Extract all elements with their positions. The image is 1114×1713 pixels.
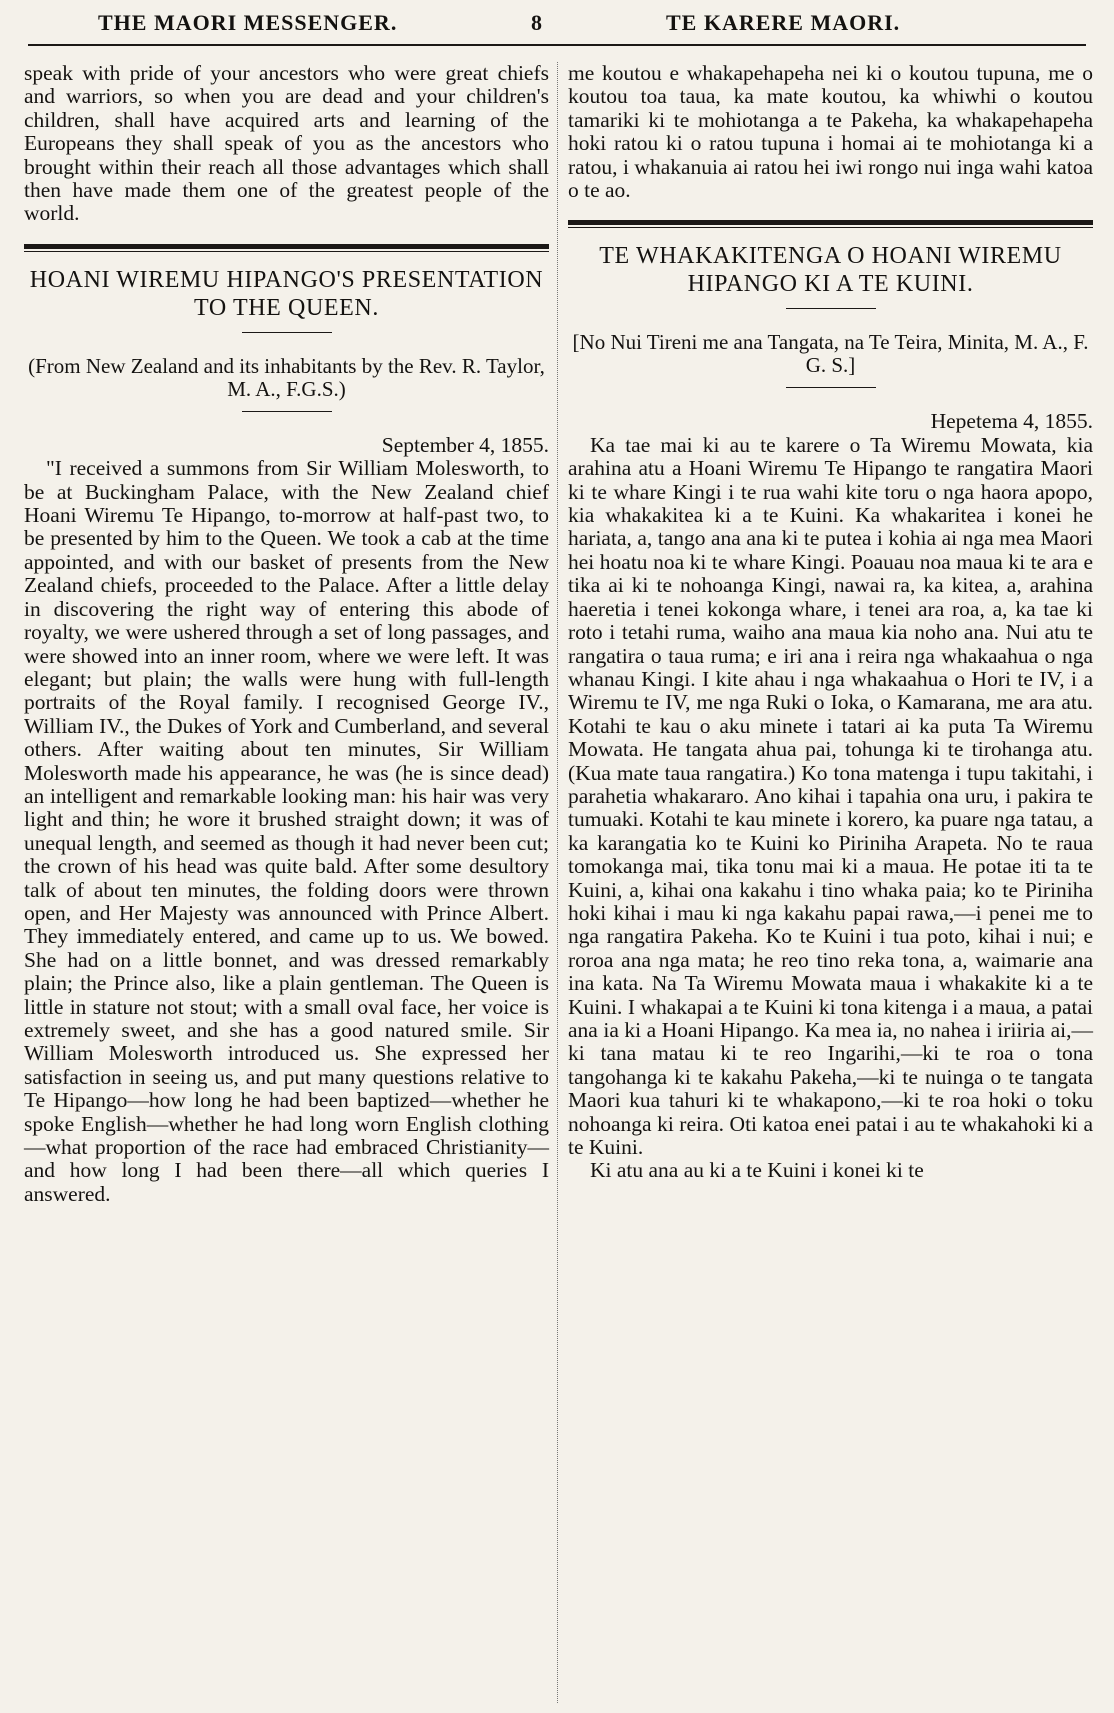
title-rule: [786, 308, 876, 309]
maori-intro-paragraph: me koutou e whakapehapeha nei ki o koutou tupuna, me o koutou toa taua, ka mate koutou, ka whiwhi o koutou tamariki ki te mohiotanga a te Pakeha, ka whakapehapeha hoki ratou ki o ratou tupuna i homai ai te mohiotanga ki a ratou, i whakanuia ai ratou hei iwi rongo nui inga wahi katoa o te ao.: [568, 61, 1093, 203]
maori-column: [568, 62, 1093, 1183]
maori-source-note: [No Nui Tireni me ana Tangata, na Te Teira, Minita, M. A., F. G. S.]: [572, 330, 1089, 378]
header-title-english: THE MAORI MESSENGER.: [98, 10, 398, 35]
english-intro-paragraph: speak with pride of your ancestors who were great chiefs and warriors, so when you are dead and your children's children, shall have acquired arts and learning of the Europeans they shall speak of you as the ancestors who brought within their reach all those advantages which shall then have made them one of the greatest people of the world.: [24, 61, 549, 226]
page-number: 8: [531, 10, 543, 35]
english-article-title: HOANI WIREMU HIPANGO'S PRESENTATION TO THE QUEEN.: [29, 266, 544, 321]
header-rule: [28, 44, 1086, 46]
source-rule: [242, 411, 332, 412]
maori-date: Hepetema 4, 1855.: [930, 409, 1093, 434]
english-body-paragraph: "I received a summons from Sir William Molesworth, to be at Buckingham Palace, with the New Zealand chief Hoani Wiremu Te Hipango, to-morrow at half-past two, to be presented by him to the Queen. We took a cab at the time appointed, and with our basket of presents from the New Zealand chiefs, proceeded to the Palace. After a little delay in discovering the right way of entering this abode of royalty, we were ushered through a set of long passages, and were showed into an inner room, where we were left. It was elegant; but plain; the walls were hung with full-length portraits of the Royal family. I recognised George IV., William IV., the Dukes of York and Cumberland, and several others. After waiting about ten minutes, Sir William Molesworth made his appearance, he was (he is since dead) an intelligent and remarkable looking man: his hair was very light and thin; he wore it brushed straight down; it was of unequal length, and seemed as though it had never been cut; the crown of his head was quite bald. After some desultory talk of about ten minutes, the folding doors were thrown open, and Her Majesty was announced with Prince Albert. They immediately entered, and came up to us. We bowed. She had on a little bonnet, and was dressed remarkably plain; the Prince also, like a plain gentleman. The Queen is little in stature not stout; with a small oval face, her voice is extremely sweet, and she has a good natured smile. Sir William Molesworth introduced us. She expressed her satisfaction in seeing us, and put many questions relative to Te Hipango—how long he had been baptized—whether he spoke English—whether he had long worn English clothing—what proportion of the race had embraced Christianity—and how long I had been there—all which queries I answered.: [24, 456, 549, 1206]
section-rule: [24, 244, 549, 252]
maori-article-title: TE WHAKAKITENGA O HOANI WIREMU HIPANGO KI A TE KUINI.: [599, 243, 1062, 298]
maori-closing-line: Ki atu ana au ki a te Kuini i konei ki te: [590, 1158, 924, 1183]
maori-body-paragraph: Ka tae mai ki au te karere o Ta Wiremu Mowata, kia arahina atu a Hoani Wiremu Te Hipango te rangatira Maori ki te whare Kingi i te rua wahi kite toru o nga haora apopo, kia whakakitea ki a te Kuini. Ka whakaritea i konei he hariata, a, tango ana ana ki te putea i kohia ai nga mea Maori hei hoatu noa ki te whare Kingi. Poauau noa maua ki te ara e tika ai ki te nohoanga Kingi, nawai ra, ka kitea, a, arahina haeretia i tenei kokonga whare, i tenei ara roa, a, ka tae ki roto i tetahi ruma, waiho ana maua kia noho ana. Nui atu te rangatira o taua ruma; e iri ana i reira nga whakaahua o nga whanau Kingi. I kite ahau i nga whakaahua o Hori te IV, i a Wiremu te IV, me nga Ruki o Ioka, o Kamarana, me ara atu. Kotahi te kau o aku minete i tatari ai ka puta Ta Wiremu Mowata. He tangata ahua pai, tohunga ki te tirohanga atu. (Kua mate taua rangatira.) Ko tona matenga i tupu takitahi, i parahetia whakararo. Ano kihai i tapahia ona uru, i pakira te tumuaki. Kotahi te kau minete i korero, ka puare nga tatau, a ka karangatia ko te Kuini ko Piriniha Arapeta. No te raua tomokanga mai, tika tonu mai ki a maua. He potae iti ta te Kuini, a, kihai ona kakahu i tino whaka paia; ko te Piriniha hoki kihai i mau ki nga kakahu papai rawa,—i penei me to nga rangatira Pakeha. Ko te Kuini i tua poto, kihai i nui; e roroa ana nga mata; he reo tino reka tona, a, waimarie ana ina kata. Na Ta Wiremu Mowata maua i whakakite ki a te Kuini. I whakapai a te Kuini ki tona kitenga i a maua, a patai ana ia ki a Hoani Hipango. Ka mea ia, no nahea i iriiria ai,—ki tana matau ki te reo Ingarihi,—ki te roa o tona tangohanga ki te kakahu Pakeha,—ki te nuinga o te tangata Maori kua tahuri ki te whakapono,—ki te roa hoki o toku nohoanga ki reira. Oti katoa enei patai i au te whakahoki ki a te Kuini.: [568, 432, 1093, 1160]
source-rule: [786, 387, 876, 388]
english-column: [24, 62, 549, 1206]
column-divider: [557, 62, 558, 1703]
section-rule: [568, 220, 1093, 228]
english-source-note: (From New Zealand and its inhabitants by the Rev. R. Taylor, M. A., F.G.S.): [28, 353, 545, 401]
header-title-maori: TE KARERE MAORI.: [666, 10, 901, 35]
running-header: [28, 6, 1086, 40]
title-rule: [242, 332, 332, 333]
english-date: September 4, 1855.: [381, 432, 549, 457]
